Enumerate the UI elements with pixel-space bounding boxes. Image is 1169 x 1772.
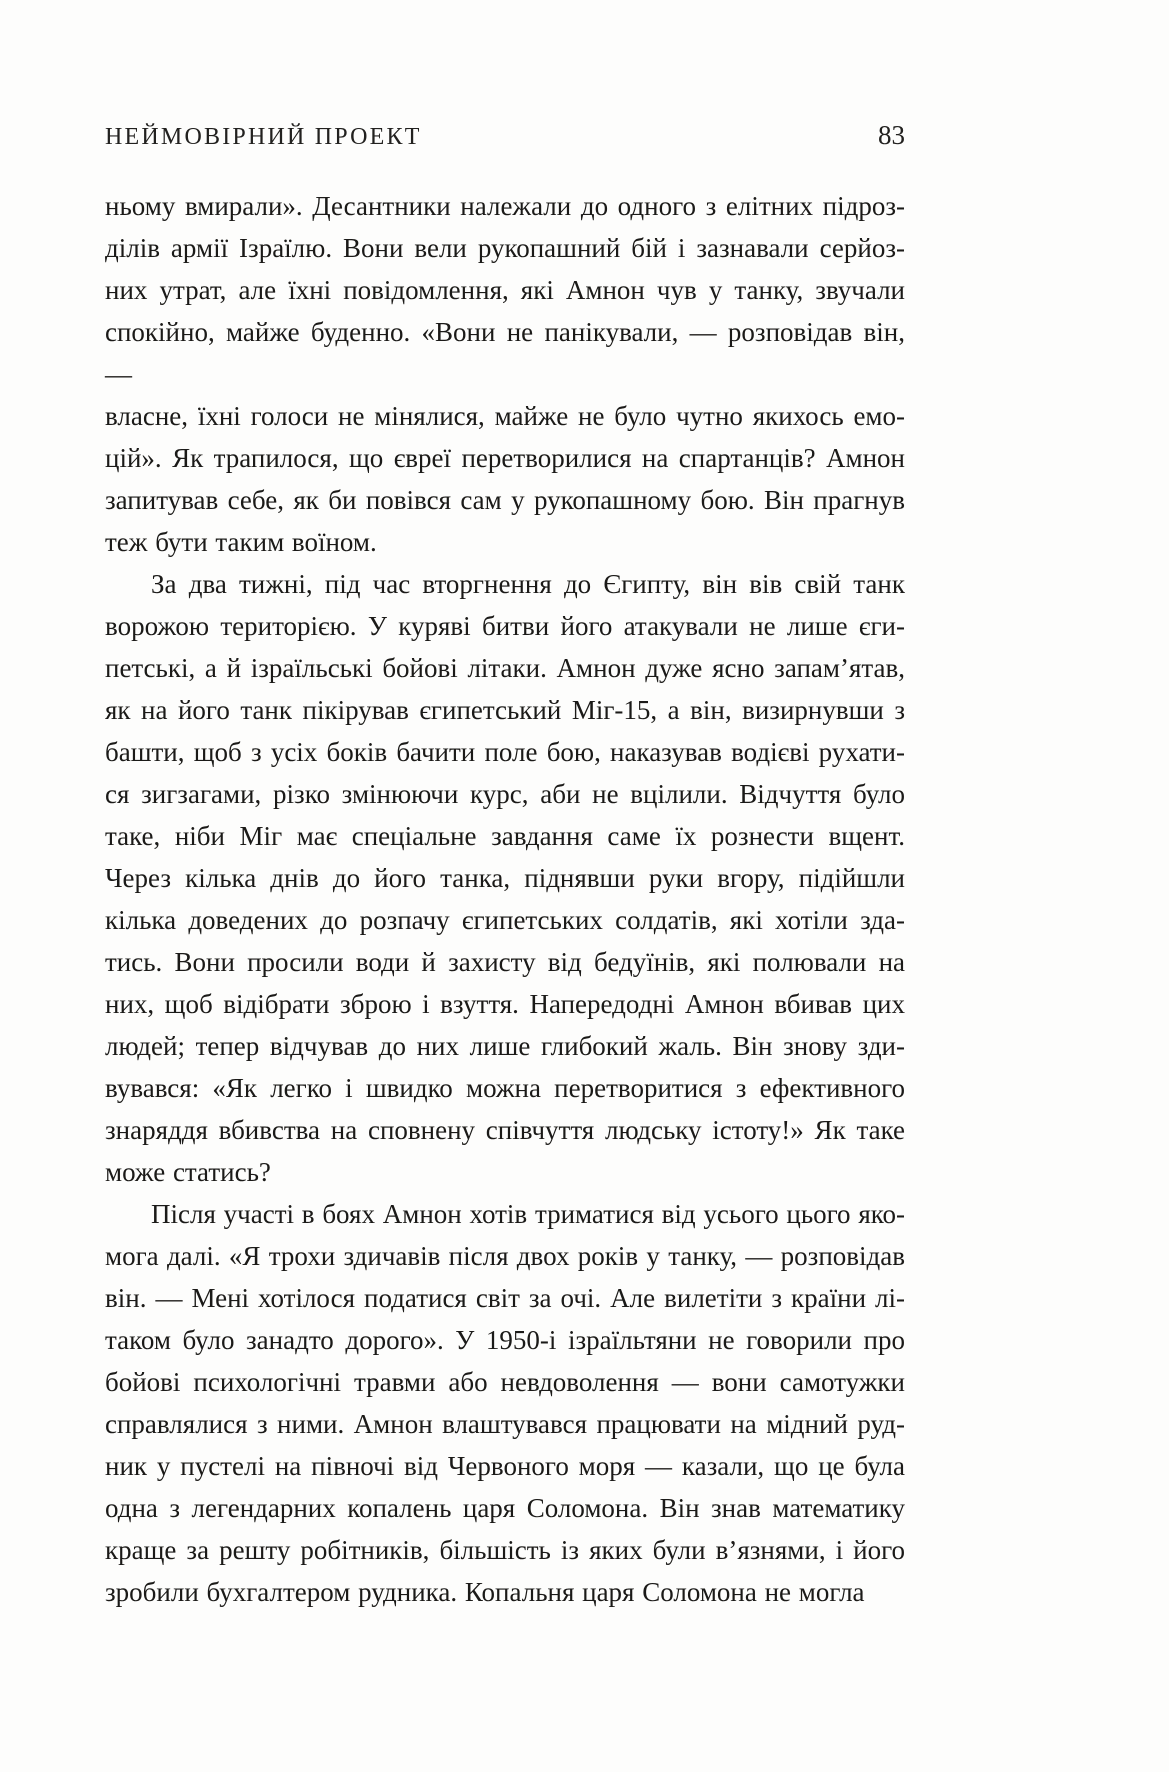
- text-line: таке, ніби Міг має спеціальне завдання саме їх рознести вщент.: [105, 821, 905, 851]
- text-line: зробили бухгалтером рудника. Копальня царя Соломона не могла: [105, 1577, 865, 1607]
- text-line: запитував себе, як би повівся сам у рукопашному бою. Він прагнув: [105, 485, 905, 515]
- text-line: башти, щоб з усіх боків бачити поле бою, наказував водієві рухати-: [105, 737, 905, 767]
- paragraph: [105, 185, 905, 563]
- page-number: 83: [878, 120, 905, 150]
- text-line: цій». Як трапилося, що євреї перетворилися на спартанців? Амнон: [105, 443, 905, 473]
- text-line: мога далі. «Я трохи здичавів після двох років у танку, — розповідав: [105, 1241, 905, 1271]
- text-line: них утрат, але їхні повідомлення, які Амнон чув у танку, звучали: [105, 275, 905, 305]
- text-line: вувався: «Як легко і швидко можна перетворитися з ефективного: [105, 1073, 905, 1103]
- running-title: НЕЙМОВІРНИЙ ПРОЕКТ: [105, 124, 422, 150]
- text-line: він. — Мені хотілося податися світ за очі. Але вилетіти з країни лі-: [105, 1283, 905, 1313]
- text-line: людей; тепер відчував до них лише глибокий жаль. Він знову зди-: [105, 1031, 905, 1061]
- text-line: власне, їхні голоси не мінялися, майже не було чутно якихось емо-: [105, 401, 905, 431]
- text-line: як на його танк пікірував єгипетський Міг-15, а він, визирнувши з: [105, 695, 905, 725]
- paragraph: [105, 1193, 905, 1613]
- text-line: таком було занадто дорого». У 1950-і ізраїльтяни не говорили про: [105, 1325, 905, 1355]
- text-line: знаряддя вбивства на сповнену співчуття людську істоту!» Як таке: [105, 1115, 905, 1145]
- text-line: ворожою територією. У куряві битви його атакували не лише єги-: [105, 611, 905, 641]
- text-line: Після участі в боях Амнон хотів триматися від усього цього яко-: [151, 1199, 905, 1229]
- text-line: спокійно, майже буденно. «Вони не панікували, — розповідав він, —: [105, 317, 905, 389]
- text-line: Через кілька днів до його танка, піднявши руки вгору, підійшли: [105, 863, 905, 893]
- page-header: [105, 120, 905, 151]
- text-block: [105, 185, 905, 1613]
- text-line: справлялися з ними. Амнон влаштувався працювати на мідний руд-: [105, 1409, 905, 1439]
- text-line: кілька доведених до розпачу єгипетських солдатів, які хотіли зда-: [105, 905, 905, 935]
- text-line: них, щоб відібрати зброю і взуття. Напередодні Амнон вбивав цих: [105, 989, 905, 1019]
- text-line: ньому вмирали». Десантники належали до одного з елітних підроз-: [105, 191, 905, 221]
- text-line: теж бути таким воїном.: [105, 527, 377, 557]
- text-line: може статись?: [105, 1157, 271, 1187]
- text-line: За два тижні, під час вторгнення до Єгипту, він вів свій танк: [151, 569, 905, 599]
- text-line: бойові психологічні травми або невдоволення — вони самотужки: [105, 1367, 905, 1397]
- text-line: петські, а й ізраїльські бойові літаки. Амнон дуже ясно запам’ятав,: [105, 653, 905, 683]
- text-line: одна з легендарних копалень царя Соломона. Він знав математику: [105, 1493, 905, 1523]
- text-line: ся зигзагами, різко змінюючи курс, аби не вцілили. Відчуття було: [105, 779, 905, 809]
- paragraph: [105, 563, 905, 1193]
- text-line: ник у пустелі на півночі від Червоного моря — казали, що це була: [105, 1451, 905, 1481]
- text-line: тись. Вони просили води й захисту від бедуїнів, які полювали на: [105, 947, 905, 977]
- text-line: краще за решту робітників, більшість із яких були в’язнями, і його: [105, 1535, 905, 1565]
- text-line: ділів армії Ізраїлю. Вони вели рукопашний бій і зазнавали серйоз-: [105, 233, 905, 263]
